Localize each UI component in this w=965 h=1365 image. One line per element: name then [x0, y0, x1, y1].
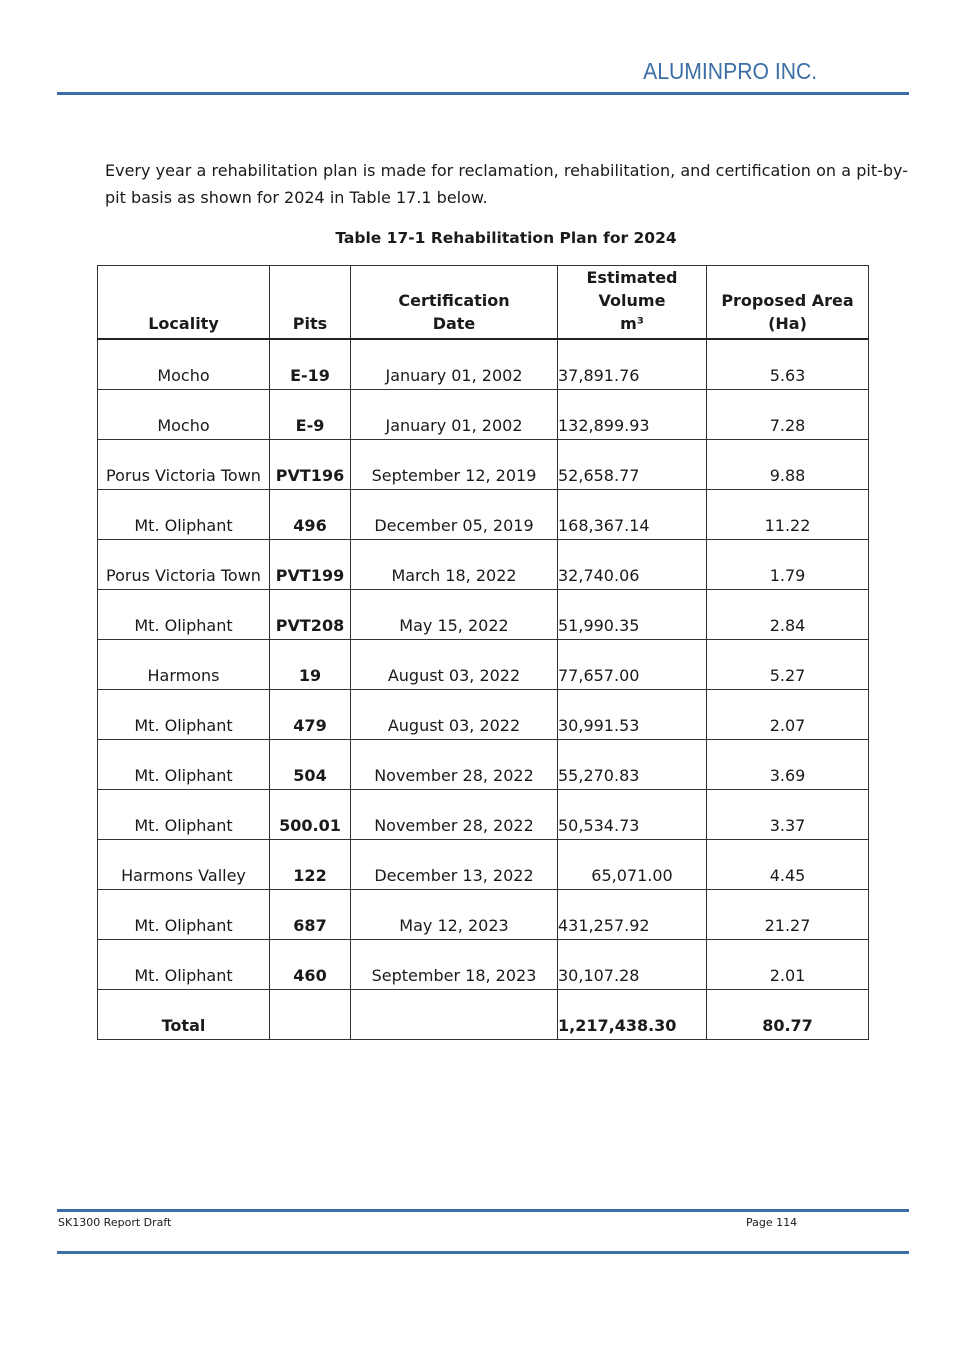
- cell-date: November 28, 2022: [351, 740, 558, 790]
- cell-date: January 01, 2002: [351, 339, 558, 390]
- cell-date: August 03, 2022: [351, 690, 558, 740]
- cell-pit: PVT196: [270, 440, 351, 490]
- total-area: 80.77: [707, 990, 869, 1040]
- cell-date: September 18, 2023: [351, 940, 558, 990]
- cell-volume: 51,990.35: [558, 590, 707, 640]
- company-name: ALUMINPRO INC.: [642, 58, 817, 84]
- table-row: [98, 890, 869, 940]
- cell-volume: 52,658.77: [558, 440, 707, 490]
- cell-volume: 65,071.00: [558, 840, 707, 890]
- header-area-line2: (Ha): [768, 314, 807, 333]
- cell-date: December 05, 2019: [351, 490, 558, 540]
- table-row: [98, 590, 869, 640]
- cell-volume: 37,891.76: [558, 339, 707, 390]
- cell-locality: Mt. Oliphant: [98, 790, 270, 840]
- cell-locality: Mt. Oliphant: [98, 740, 270, 790]
- cell-locality: Porus Victoria Town: [98, 440, 270, 490]
- cell-date: May 15, 2022: [351, 590, 558, 640]
- cell-locality: Porus Victoria Town: [98, 540, 270, 590]
- cell-pit: 479: [270, 690, 351, 740]
- cell-pit: E-19: [270, 339, 351, 390]
- cell-volume: 30,107.28: [558, 940, 707, 990]
- cell-date: December 13, 2022: [351, 840, 558, 890]
- table-header-row: [98, 266, 869, 340]
- table-row: [98, 790, 869, 840]
- cell-locality: Mt. Oliphant: [98, 490, 270, 540]
- table-row: [98, 740, 869, 790]
- footer-page-number: Page 114: [746, 1216, 798, 1229]
- cell-volume: 168,367.14: [558, 490, 707, 540]
- cell-pit: 504: [270, 740, 351, 790]
- footer-rule-top: [57, 1209, 909, 1212]
- cell-pit: 496: [270, 490, 351, 540]
- cell-date: May 12, 2023: [351, 890, 558, 940]
- cell-pit: 460: [270, 940, 351, 990]
- rehabilitation-table: [97, 265, 869, 1040]
- cell-area: 2.01: [707, 940, 869, 990]
- header-pits: Pits: [270, 266, 351, 340]
- total-date-empty: [351, 990, 558, 1040]
- cell-volume: 431,257.92: [558, 890, 707, 940]
- header-proposed-area: [707, 266, 869, 340]
- table-row: [98, 540, 869, 590]
- footer-report-name: SK1300 Report Draft: [58, 1216, 172, 1229]
- cell-pit: 687: [270, 890, 351, 940]
- cell-locality: Mt. Oliphant: [98, 940, 270, 990]
- cell-volume: 132,899.93: [558, 390, 707, 440]
- cell-volume: 55,270.83: [558, 740, 707, 790]
- cell-date: March 18, 2022: [351, 540, 558, 590]
- cell-area: 2.07: [707, 690, 869, 740]
- table-row: [98, 390, 869, 440]
- cell-pit: 19: [270, 640, 351, 690]
- total-label: Total: [98, 990, 270, 1040]
- header-vol-line2: m³: [620, 314, 644, 333]
- header-estimated-volume: [558, 266, 707, 340]
- cell-locality: Mocho: [98, 390, 270, 440]
- cell-area: 11.22: [707, 490, 869, 540]
- cell-locality: Mocho: [98, 339, 270, 390]
- cell-volume: 77,657.00: [558, 640, 707, 690]
- header-certification-date: [351, 266, 558, 340]
- intro-paragraph: Every year a rehabilitation plan is made for reclamation, rehabilitation, and certification on a pit-by-pit basis as shown for 2024 in Table 17.1 below.: [105, 161, 908, 207]
- cell-date: November 28, 2022: [351, 790, 558, 840]
- table-row: [98, 440, 869, 490]
- cell-area: 21.27: [707, 890, 869, 940]
- cell-locality: Mt. Oliphant: [98, 690, 270, 740]
- cell-volume: 32,740.06: [558, 540, 707, 590]
- header-vol-line1: Estimated Volume: [586, 268, 678, 310]
- table-row: [98, 490, 869, 540]
- cell-date: August 03, 2022: [351, 640, 558, 690]
- footer-rule-bottom: [57, 1251, 909, 1254]
- cell-area: 5.27: [707, 640, 869, 690]
- cell-area: 5.63: [707, 339, 869, 390]
- total-volume: 1,217,438.30: [558, 990, 707, 1040]
- cell-pit: E-9: [270, 390, 351, 440]
- cell-pit: 500.01: [270, 790, 351, 840]
- cell-area: 3.69: [707, 740, 869, 790]
- cell-volume: 50,534.73: [558, 790, 707, 840]
- cell-locality: Harmons: [98, 640, 270, 690]
- cell-pit: 122: [270, 840, 351, 890]
- cell-area: 1.79: [707, 540, 869, 590]
- header-rule: [57, 92, 909, 95]
- cell-date: January 01, 2002: [351, 390, 558, 440]
- cell-area: 4.45: [707, 840, 869, 890]
- cell-area: 9.88: [707, 440, 869, 490]
- table-caption: Table 17-1 Rehabilitation Plan for 2024: [335, 229, 677, 247]
- table-row: [98, 940, 869, 990]
- cell-area: 7.28: [707, 390, 869, 440]
- cell-area: 3.37: [707, 790, 869, 840]
- header-cert-line1: Certification: [398, 291, 510, 310]
- header-locality: Locality: [98, 266, 270, 340]
- cell-area: 2.84: [707, 590, 869, 640]
- cell-locality: Harmons Valley: [98, 840, 270, 890]
- table-row: [98, 640, 869, 690]
- header-cert-line2: Date: [432, 314, 476, 333]
- table-total-row: [98, 990, 869, 1040]
- header-area-line1: Proposed Area: [721, 291, 854, 310]
- table-row: [98, 840, 869, 890]
- table-row: [98, 339, 869, 390]
- cell-locality: Mt. Oliphant: [98, 890, 270, 940]
- cell-pit: PVT208: [270, 590, 351, 640]
- cell-volume: 30,991.53: [558, 690, 707, 740]
- total-pit-empty: [270, 990, 351, 1040]
- cell-date: September 12, 2019: [351, 440, 558, 490]
- cell-pit: PVT199: [270, 540, 351, 590]
- table-row: [98, 690, 869, 740]
- cell-locality: Mt. Oliphant: [98, 590, 270, 640]
